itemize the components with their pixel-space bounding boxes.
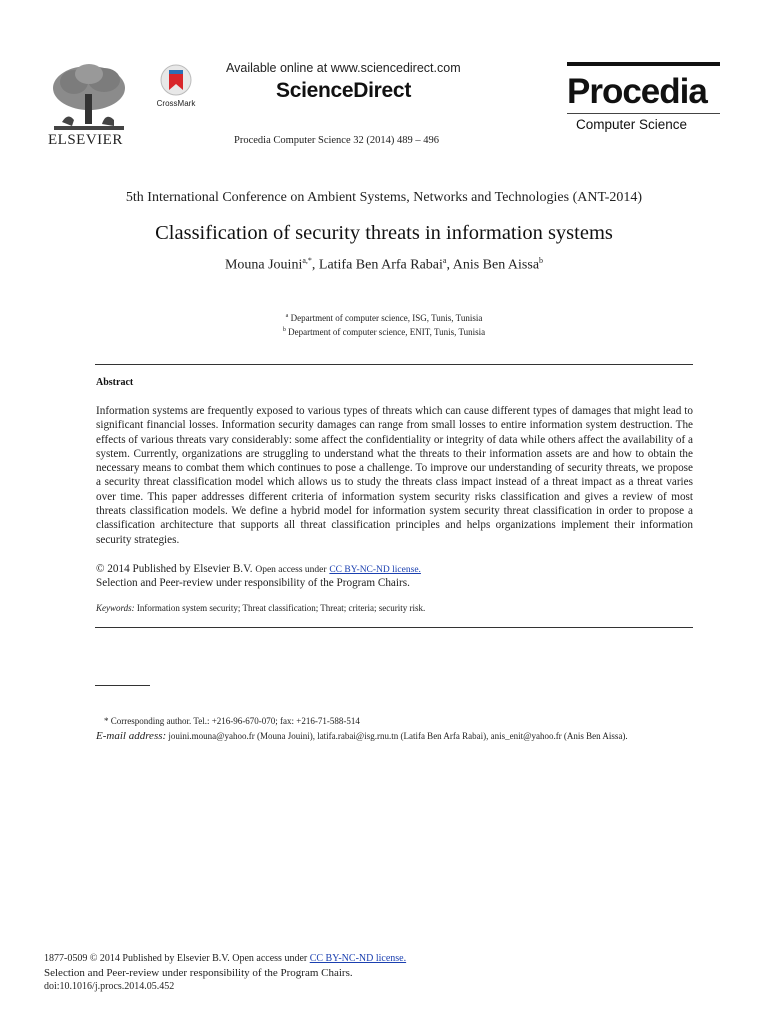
footer-peer-review: Selection and Peer-review under responsibility of the Program Chairs. <box>44 967 353 979</box>
elsevier-wordmark: ELSEVIER <box>48 132 123 148</box>
author-name: Mouna Jouini <box>224 257 303 273</box>
affiliation-text: Department of computer science, ISG, Tunis, Tunisia <box>290 313 483 323</box>
affiliation-mark: b <box>282 327 286 333</box>
email-addresses <box>96 730 693 743</box>
sciencedirect-wordmark: ScienceDirect <box>276 79 412 102</box>
affiliation-text: Department of computer science, ENIT, Tunis, Tunisia <box>288 327 486 337</box>
abstract-heading: Abstract <box>96 377 134 388</box>
author-name: Latifa Ben Arfa Rabai <box>318 257 443 273</box>
email-label: E-mail address: <box>96 730 167 742</box>
license-link[interactable]: CC BY-NC-ND license. <box>329 565 421 575</box>
procedia-divider <box>567 113 720 114</box>
elsevier-tree-logo <box>44 60 134 142</box>
email-text: jouini.mouna@yahoo.fr (Mouna Jouini), latifa.rabai@isg.rnu.tn (Latifa Ben Arfa Rabai), anis_enit@yahoo.fr (Anis Ben Aissa). <box>168 731 628 741</box>
author-separator: , <box>311 257 319 273</box>
available-online-text: Available online at www.sciencedirect.com <box>226 61 461 75</box>
author-mark: a <box>442 256 447 265</box>
abstract-body: Information systems are frequently exposed to various types of threats which can cause different types of damages that might lead to significant financial losses. Information security damages can range from small losses to entire information system destruction. The effects of various threats vary considerably: some affect the confidentiality or integrity of data while others affect the availability of a system. Currently, organizations are struggling to understand what the threats to their information assets are and how to obtain the necessary means to combat them which continues to pose a challenge. To improve our understanding of security threats, we propose a security threat classification model which allows us to study the threats class impact instead of a threat impact as a threat varies over time. This paper addresses different criteria of information system security risks classification and gives a review of most threats classification models. We define a hybrid model for information system security threat classification in order to propose a classification architecture that supports all threat classification principles and helps organizations implement their information security strategies. <box>96 405 693 546</box>
published-text: © 2014 Published by Elsevier B.V. <box>96 563 253 575</box>
keywords-line <box>96 603 425 613</box>
peer-review-note: Selection and Peer-review under responsibility of the Program Chairs. <box>96 577 410 589</box>
keywords-text: Information system security; Threat classification; Threat; criteria; security risk. <box>136 603 426 613</box>
footer-license-link[interactable]: CC BY-NC-ND license. <box>309 953 407 964</box>
procedia-top-rule <box>567 62 720 66</box>
author-list <box>0 256 768 274</box>
conference-line: 5th International Conference on Ambient Systems, Networks and Technologies (ANT-2014) <box>125 190 643 205</box>
published-line <box>96 563 421 575</box>
author-separator: , <box>446 257 453 273</box>
abstract-top-rule <box>95 364 693 365</box>
author-name: Anis Ben Aissa <box>452 257 540 273</box>
procedia-wordmark: Procedia <box>567 72 707 111</box>
author-mark: b <box>539 256 544 265</box>
affiliation-a <box>0 313 768 323</box>
footer-open-access: Open access under <box>232 953 308 964</box>
doi-text[interactable]: doi:10.1016/j.procs.2014.05.452 <box>44 981 175 992</box>
keywords-label: Keywords: <box>96 603 135 613</box>
procedia-subtitle: Computer Science <box>576 117 688 132</box>
affiliation-mark: a <box>285 313 289 319</box>
abstract-bottom-rule <box>95 627 693 628</box>
author-mark: a,* <box>302 256 312 265</box>
journal-reference: Procedia Computer Science 32 (2014) 489 – 496 <box>234 135 439 146</box>
issn-text: 1877-0509 © 2014 Published by Elsevier B.V. <box>44 953 230 964</box>
affiliation-b <box>0 327 768 337</box>
open-access-text: Open access under <box>255 565 327 575</box>
issn-line <box>44 953 406 964</box>
footnote-rule <box>95 685 150 686</box>
corresponding-author: * Corresponding author. Tel.: +216-96-670-070; fax: +216-71-588-514 <box>104 716 360 726</box>
paper-title: Classification of security threats in information systems <box>155 222 613 244</box>
crossmark-label: CrossMark <box>156 99 196 108</box>
